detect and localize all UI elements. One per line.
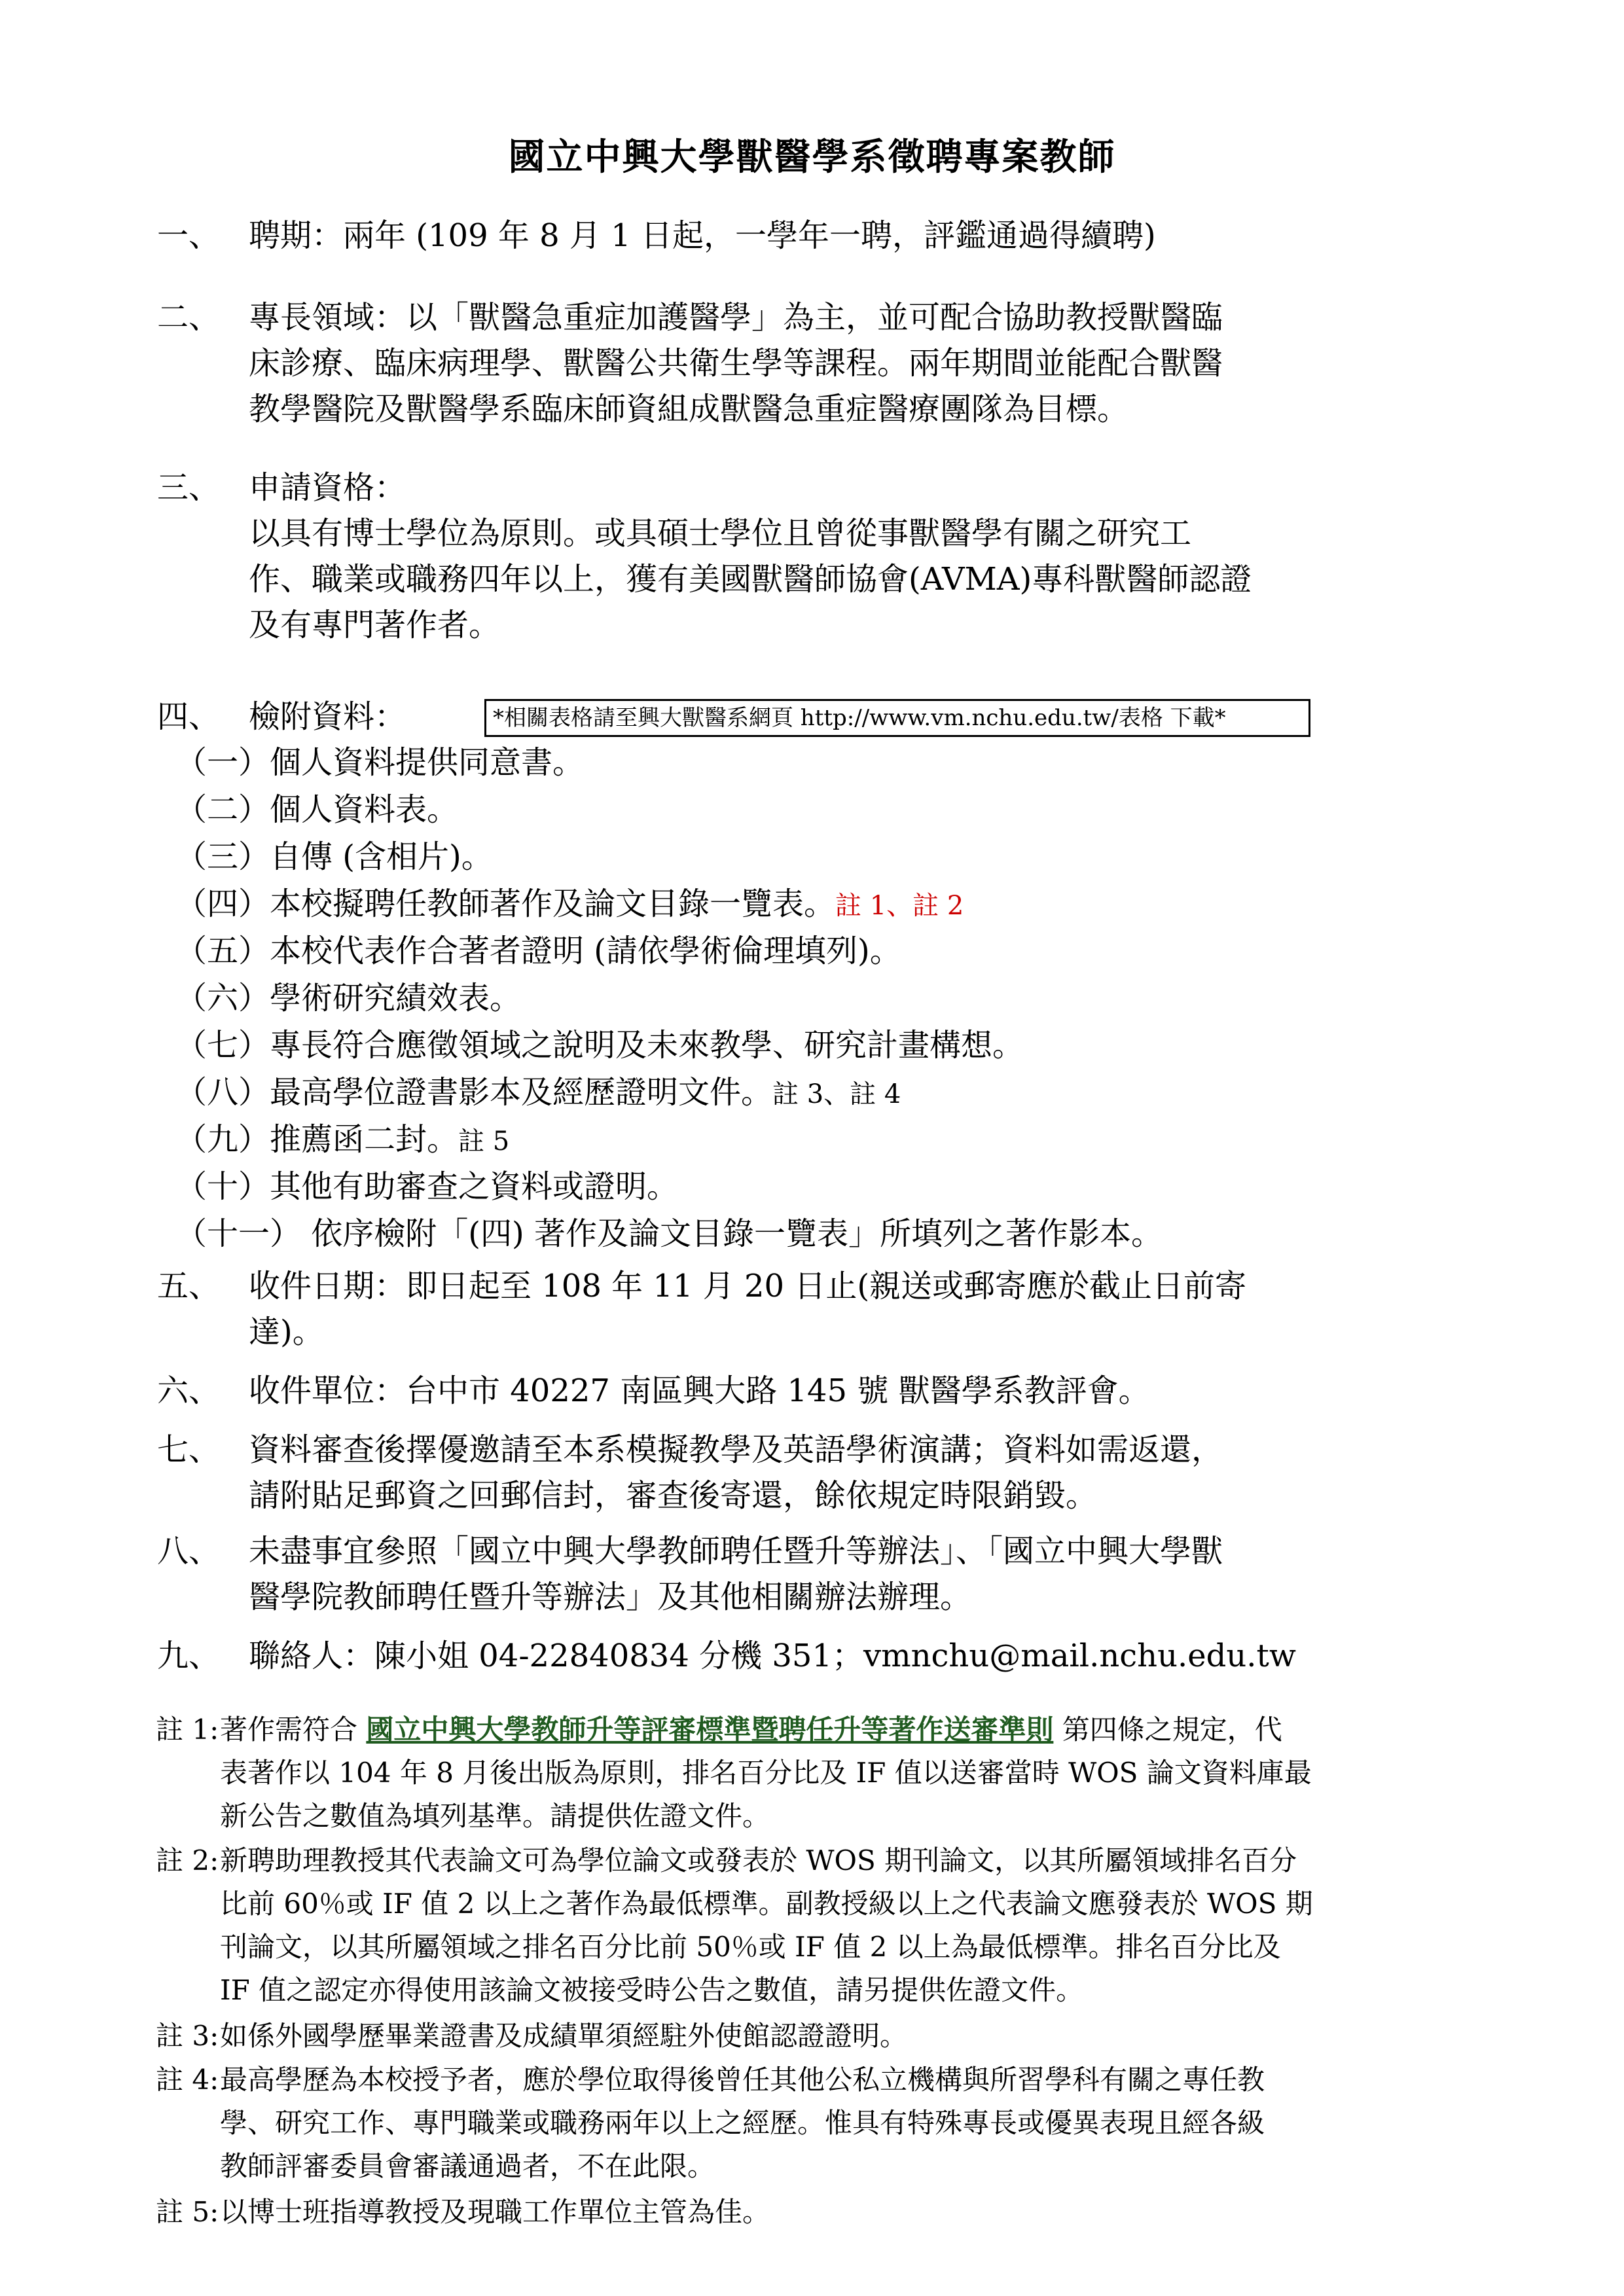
section-text: 收件單位：台中市 40227 南區興大路 145 號 獸醫學系教評會。	[249, 1372, 1150, 1409]
footnote-text	[220, 2058, 1265, 2188]
footnote-label: 註 2:	[156, 1844, 219, 1876]
section-number: 八、	[157, 1533, 221, 1570]
footnote-line: 表著作以 104 年 8 月後出版為原則，排名百分比及 IF 值以送審當時 WOS 論文資料庫最	[220, 1757, 1312, 1789]
section-number: 七、	[157, 1431, 221, 1468]
attachment-item: （六）學術研究績效表。	[175, 980, 522, 1016]
footnote-line: 比前 60％或 IF 值 2 以上之著作為最低標準。副教授級以上之代表論文應發表於 WOS 期	[220, 1888, 1313, 1920]
footnote-line: 刊論文，以其所屬領域之排名百分比前 50％或 IF 值 2 以上為最低標準。排名百分比及	[220, 1931, 1281, 1963]
footnote-label: 註 4:	[156, 2064, 219, 2096]
footnote-line: 學、研究工作、專門職業或職務兩年以上之經歷。惟具有特殊專長或優異表現且經各級	[220, 2107, 1265, 2139]
section-number: 三、	[157, 469, 221, 506]
footnote-text	[220, 2191, 770, 2234]
attachment-item: （二）個人資料表。	[175, 791, 459, 828]
attachment-item: （五）本校代表作合著者證明 (請依學術倫理填列)。	[175, 933, 901, 969]
section-text: 聘期：兩年 (109 年 8 月 1 日起，一學年一聘，評鑑通過得續聘)	[249, 217, 1156, 254]
section-number: 四、	[157, 698, 221, 735]
section-number: 六、	[157, 1372, 221, 1409]
section-line: 以具有博士學位為原則。或具碩士學位且曾從事獸醫學有關之研究工	[249, 515, 1192, 552]
footnote-text	[220, 1839, 1313, 2012]
regulation-link[interactable]: 國立中興大學教師升等評審標準暨聘任升等著作送審準則	[366, 1713, 1054, 1746]
footnote-text	[220, 2015, 907, 2058]
section-text	[249, 1263, 1246, 1355]
footnote-line: 最高學歷為本校授予者，應於學位取得後曾任其他公私立機構與所習學科有關之專任教	[220, 2064, 1265, 2096]
section-line: 達)。	[249, 1314, 324, 1350]
section-line: 收件日期：即日起至 108 年 11 月 20 日止(親送或郵寄應於截止日前寄	[249, 1268, 1247, 1304]
footnote-label: 註 1:	[156, 1713, 219, 1746]
section-number: 五、	[157, 1268, 221, 1304]
attachment-item: （十一） 依序檢附「(四) 著作及論文目錄一覽表」所填列之著作影本。	[175, 1215, 1163, 1252]
attachment-item: （八）最高學位證書影本及經歷證明文件。註 3、註 4	[175, 1074, 901, 1111]
footnote-line: 新聘助理教授其代表論文可為學位論文或發表於 WOS 期刊論文，以其所屬領域排名百分	[220, 1844, 1297, 1876]
attachment-item: （一）個人資料提供同意書。	[175, 744, 585, 781]
page-title: 國立中興大學獸醫學系徵聘專案教師	[508, 135, 1116, 179]
section-text	[249, 1427, 1223, 1518]
section-number: 一、	[157, 217, 221, 254]
attachment-item: （三）自傳 (含相片)。	[175, 838, 493, 875]
footnote-line: IF 值之認定亦得使用該論文被接受時公告之數值，請另提供佐證文件。	[220, 1974, 1084, 2006]
section-text	[249, 1528, 1223, 1620]
section-text	[249, 295, 1223, 432]
attachment-item: （四）本校擬聘任教師著作及論文目錄一覽表。註 1、註 2	[175, 886, 964, 922]
footnote-line: 以博士班指導教授及現職工作單位主管為佳。	[220, 2196, 770, 2228]
attachment-note-ref: 註 1、註 2	[835, 891, 964, 921]
section-text: 聯絡人：陳小姐 04-22840834 分機 351；vmnchu@mail.nchu.edu.tw	[249, 1638, 1296, 1674]
footnote-label: 註 3:	[156, 2020, 219, 2052]
section-line: 教學醫院及獸醫學系臨床師資組成獸醫急重症醫療團隊為目標。	[249, 391, 1129, 427]
attachment-item: （九）推薦函二封。註 5	[175, 1121, 510, 1158]
section-line: 及有專門著作者。	[249, 607, 501, 643]
attachment-note-ref: 註 5	[458, 1126, 510, 1157]
footnote-line: 如係外國學歷畢業證書及成績單須經駐外使館認證證明。	[220, 2020, 908, 2052]
section-line: 專長領域：以「獸醫急重症加護醫學」為主，並可配合協助教授獸醫臨	[249, 299, 1223, 336]
footnote-line: 教師評審委員會審議通過者，不在此限。	[220, 2150, 715, 2182]
section-number: 九、	[157, 1638, 221, 1674]
section-text: 檢附資料：	[249, 698, 406, 735]
attachment-note-ref: 註 3、註 4	[772, 1079, 901, 1109]
footnote-label: 註 5:	[156, 2196, 219, 2228]
footnote-line: 新公告之數值為填列基準。請提供佐證文件。	[220, 1800, 770, 1832]
section-number: 二、	[157, 299, 221, 336]
download-notice-box: *相關表格請至興大獸醫系網頁 http://www.vm.nchu.edu.tw/表格 下載*	[484, 699, 1310, 737]
attachment-item: （十）其他有助審查之資料或證明。	[175, 1168, 679, 1205]
section-text	[249, 465, 1252, 648]
section-line: 作、職業或職務四年以上，獲有美國獸醫師協會(AVMA)專科獸醫師認證	[249, 561, 1252, 598]
section-line: 醫學院教師聘任暨升等辦法」及其他相關辦法辦理。	[249, 1579, 972, 1615]
attachment-item: （七）專長符合應徵領域之說明及未來教學、研究計畫構想。	[175, 1027, 1024, 1064]
section-line: 請附貼足郵資之回郵信封，審查後寄還，餘依規定時限銷毀。	[249, 1477, 1098, 1514]
section-line: 資料審查後擇優邀請至本系模擬教學及英語學術演講；資料如需返還，	[249, 1431, 1223, 1468]
section-line: 申請資格：	[249, 469, 406, 506]
section-line: 未盡事宜參照「國立中興大學教師聘任暨升等辦法」、「國立中興大學獸	[249, 1533, 1223, 1570]
section-line: 床診療、臨床病理學、獸醫公共衛生學等課程。兩年期間並能配合獸醫	[249, 345, 1223, 382]
footnote-text: 著作需符合 國立中興大學教師升等評審標準暨聘任升等著作送審準則 第四條之規定，代 表著作以 104 年 8 月後出版為原則，排名百分比及 IF 值以送審當時 WOS 論文資料庫最 新公告之數值為填列基準。請提供佐證文件。	[220, 1708, 1312, 1838]
